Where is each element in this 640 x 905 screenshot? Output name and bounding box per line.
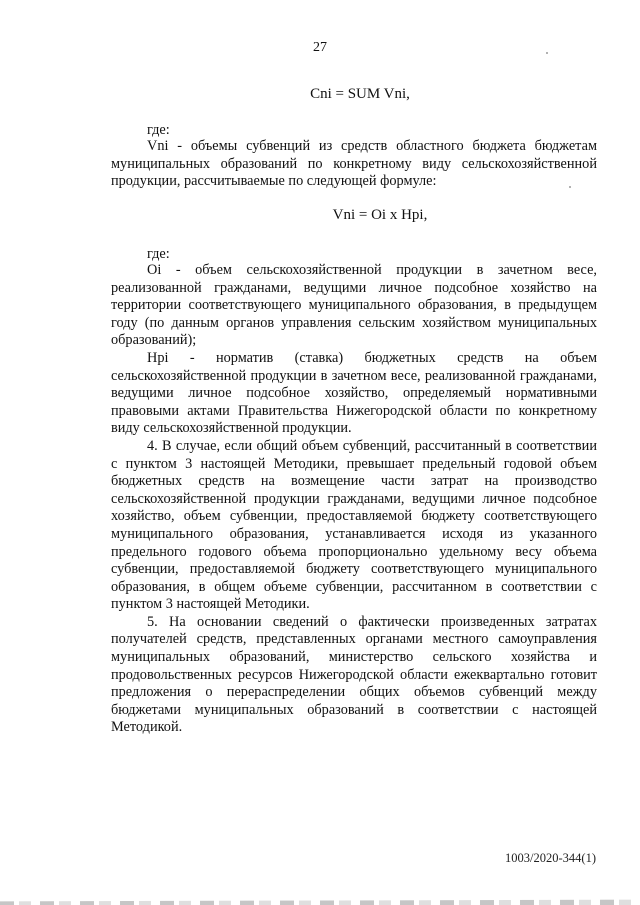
paragraph-vni-definition: Vni - объемы субвенций из средств областного бюджета бюджетам муниципальных образований по конкретному виду сельскохозяйственной продукции, рассчитываемые по следующей формуле: xyxy=(111,138,597,190)
paragraph-hpi-definition: Hpi - норматив (ставка) бюджетных средств на объем сельскохозяйственной продукции в зачетном весе, реализованной гражданами, ведущими личное подсобное хозяйство, определяемый нормативными правовыми актами Правительства Нижегородской области по конкретному виду сельскохозяйственной продукции. xyxy=(111,349,597,437)
where-label-2: где: xyxy=(147,246,170,262)
page-number: 27 xyxy=(313,40,327,55)
paragraph-item-4: 4. В случае, если общий объем субвенций, рассчитанный в соответствии с пунктом 3 настоящей Методики, превышает предельный годовой объем бюджетных средств на возмещение части затрат на производство сельскохозяйственной продукции гражданами, ведущими личное подсобное хозяйство, объем субвенции, предоставляемой бюджету соответствующего муниципального образования, устанавливается исходя из указанного предельного годового объема пропорционально удельному весу объема субвенции, предоставляемой бюджету соответствующего муниципального образования, в общем объеме субвенции, рассчитанном в соответствии с пунктом 3 настоящей Методики. xyxy=(111,437,597,613)
scan-bottom-edge xyxy=(0,893,640,905)
paragraph-oi-definition: Oi - объем сельскохозяйственной продукции в зачетном весе, реализованной гражданами, ведущими личное подсобное хозяйство на территории соответствующего муниципального образования, в предыдущем году (по данным органов управления сельским хозяйством муниципальных образований); xyxy=(111,262,597,349)
scan-speck xyxy=(569,186,571,188)
formula-cni: Cni = SUM Vni, xyxy=(310,86,410,102)
paragraph-block-1 xyxy=(111,138,597,191)
where-label-1: где: xyxy=(147,122,170,138)
scan-speck xyxy=(546,52,548,54)
paragraph-block-2 xyxy=(111,262,597,737)
document-code: 1003/2020-344(1) xyxy=(505,851,596,865)
formula-vni: Vni = Oi x Hpi, xyxy=(332,207,428,223)
paragraph-item-5: 5. На основании сведений о фактически произведенных затратах получателей средств, представленных органами местного самоуправления муниципальных образований, министерство сельского хозяйства и продовольственных ресурсов Нижегородской области ежеквартально готовит предложения о перераспределении общих объемов субвенций между бюджетами муниципальных образований в соответствии с настоящей Методикой. xyxy=(111,613,597,736)
